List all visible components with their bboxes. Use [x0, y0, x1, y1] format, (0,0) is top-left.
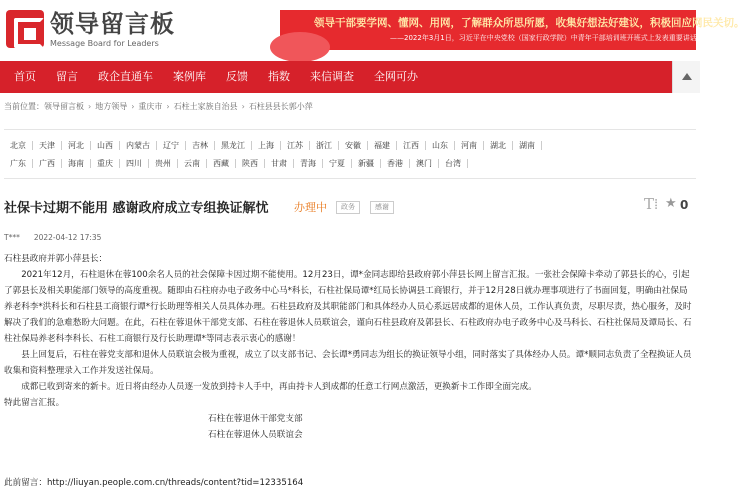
region-link[interactable]: 浙江 — [310, 141, 339, 150]
previous-message-link[interactable]: http://liuyan.people.com.cn/threads/content?tid=12335164 — [46, 478, 304, 488]
main-nav — [0, 61, 700, 93]
region-link[interactable]: 上海 — [252, 141, 281, 150]
region-link[interactable]: 山西 — [91, 141, 120, 150]
post-signature: 石柱在蓉退休干部党支部 — [208, 414, 303, 424]
post-closing: 特此留言汇报。 — [4, 398, 65, 408]
breadcrumb: 当前位置：领导留言板 › 地方领导 › 重庆市 › 石柱土家族自治县 › 石柱县县长郭小萍 — [4, 102, 313, 111]
logo-subtitle: Message Board for Leaders — [50, 39, 159, 48]
post-paragraph: 2021年12月，石柱退休在蓉100余名人员的社会保障卡因过期不能使用。12月23日，谭*金同志即给县政府郭小萍县长网上留言汇报。一张社会保障卡牵动了郭县长的心，引起了郭县长及相关职能部门领导的高度重视。随即由石柱府办电子政务中心马*科长，石柱社保局谭*红局长协调县工商银行，并于12月28日就办理事项进行了书面回复，明确由社保局养老科李*洪科长和石柱县工商银行谭*行长助理等相关人员具体办理。石柱县政府及其职能部门和具体经办人员心系远居成都的退休人员，工作认真负责，尽职尽责，热心服务，及时解决了我们的急难愁盼大问题。在此，石柱在蓉退休干部党支部、石柱在蓉退休人员联谊会，谨向石柱县政府及郭县长、石柱政府办电子政务中心及马科长、石柱社保局及谭局长、石柱社保局养老科李科长、石柱工商银行及行长助理谭*等同志表示衷心的感谢！ — [4, 270, 692, 344]
font-size-icon[interactable]: T⁞ — [644, 195, 659, 213]
nav-item-enterprise[interactable]: 政企直通车 — [98, 70, 153, 83]
site-logo[interactable] — [6, 10, 175, 50]
region-link[interactable]: 黑龙江 — [215, 141, 252, 150]
nav-item-index[interactable]: 指数 — [268, 70, 290, 83]
region-link[interactable]: 贵州 — [149, 159, 178, 168]
region-link[interactable]: 香港 — [381, 159, 410, 168]
post-date: 2022-04-12 17:35 — [33, 233, 102, 242]
region-link[interactable]: 山东 — [426, 141, 455, 150]
logo-icon — [6, 10, 44, 48]
nav-item-cases[interactable]: 案例库 — [173, 70, 206, 83]
region-link[interactable]: 江西 — [397, 141, 426, 150]
post-greeting: 石柱县政府并郭小萍县长： — [4, 254, 108, 264]
breadcrumb-link[interactable]: 地方领导 — [95, 102, 128, 111]
scroll-up-icon[interactable] — [672, 61, 700, 93]
region-link[interactable]: 福建 — [368, 141, 397, 150]
post-signature: 石柱在蓉退休人员联谊会 — [208, 430, 303, 440]
post-meta — [4, 233, 101, 242]
region-link[interactable]: 湖北 — [484, 141, 513, 150]
tag-badge[interactable]: 感谢 — [370, 201, 394, 214]
region-link[interactable]: 北京 — [4, 141, 33, 150]
region-link[interactable]: 天津 — [33, 141, 62, 150]
region-link[interactable]: 宁夏 — [323, 159, 352, 168]
region-link[interactable]: 内蒙古 — [120, 141, 157, 150]
region-link[interactable]: 江苏 — [281, 141, 310, 150]
post-title: 社保卡过期不能用 感谢政府成立专组换证解忧 — [4, 201, 269, 216]
region-link[interactable]: 台湾 — [439, 159, 468, 168]
banner-quote: 领导干部要学网、懂网、用网，了解群众所思所愿，收集好想法好建议，积极回应网民关切。 — [314, 17, 745, 29]
breadcrumb-link[interactable]: 领导留言板 — [44, 102, 84, 111]
breadcrumb-prefix: 当前位置： — [4, 102, 44, 111]
region-link[interactable]: 西藏 — [207, 159, 236, 168]
region-list — [4, 129, 696, 179]
breadcrumb-link[interactable]: 重庆市 — [138, 102, 163, 111]
post-author: T*** — [4, 233, 20, 242]
post-paragraph: 成都已收到寄来的新卡。近日将由经办人员逐一发放到持卡人手中，再由持卡人到成都的任意工行网点激活，更换新卡工作即全面完成。 — [21, 382, 537, 392]
breadcrumb-link[interactable]: 石柱土家族自治县 — [173, 102, 238, 111]
region-link[interactable]: 安徽 — [339, 141, 368, 150]
region-link[interactable]: 云南 — [178, 159, 207, 168]
region-link[interactable]: 河南 — [455, 141, 484, 150]
region-link[interactable]: 辽宁 — [157, 141, 186, 150]
region-link[interactable]: 吉林 — [186, 141, 215, 150]
region-link[interactable]: 新疆 — [352, 159, 381, 168]
region-link[interactable]: 广东 — [4, 159, 33, 168]
status-badge: 办理中 — [294, 201, 327, 214]
nav-item-home[interactable]: 首页 — [14, 70, 36, 83]
logo-title: 领导留言板 — [50, 10, 175, 38]
region-link[interactable]: 四川 — [120, 159, 149, 168]
like-icon[interactable]: ★ — [665, 196, 677, 211]
region-link[interactable]: 广西 — [33, 159, 62, 168]
region-link[interactable]: 陕西 — [236, 159, 265, 168]
nav-item-message[interactable]: 留言 — [56, 70, 78, 83]
previous-message — [4, 476, 303, 488]
region-link[interactable]: 湖南 — [513, 141, 542, 150]
nav-item-feedback[interactable]: 反馈 — [226, 70, 248, 83]
banner-decoration — [270, 32, 330, 62]
tag-badge[interactable]: 政务 — [336, 201, 360, 214]
quote-banner — [280, 10, 745, 50]
region-row — [4, 136, 696, 154]
region-link[interactable]: 海南 — [62, 159, 91, 168]
region-link[interactable]: 河北 — [62, 141, 91, 150]
region-row — [4, 154, 696, 172]
post-paragraph: 县上回复后，石柱在蓉党支部和退休人员联谊会极为重视，成立了以支部书记、会长谭*勇同志为组长的换证领导小组，同时落实了具体经办人员。谭*顺同志负责了全程换证人员收集和资料整理录入工作并发送社保局。 — [4, 350, 692, 376]
region-link[interactable]: 重庆 — [91, 159, 120, 168]
like-count: 0 — [680, 198, 689, 212]
breadcrumb-current[interactable]: 石柱县县长郭小萍 — [248, 102, 313, 111]
region-link[interactable]: 青海 — [294, 159, 323, 168]
post-content — [4, 251, 696, 443]
header — [0, 0, 745, 60]
nav-item-online-service[interactable]: 全网可办 — [374, 70, 418, 83]
previous-message-label: 此前留言： — [4, 478, 47, 488]
region-link[interactable]: 澳门 — [410, 159, 439, 168]
region-link[interactable]: 甘肃 — [265, 159, 294, 168]
nav-item-survey[interactable]: 来信调查 — [310, 70, 354, 83]
banner-attribution: ——2022年3月1日，习近平在中央党校（国家行政学院）中青年干部培训班开班式上发表重要讲话 — [390, 34, 697, 42]
